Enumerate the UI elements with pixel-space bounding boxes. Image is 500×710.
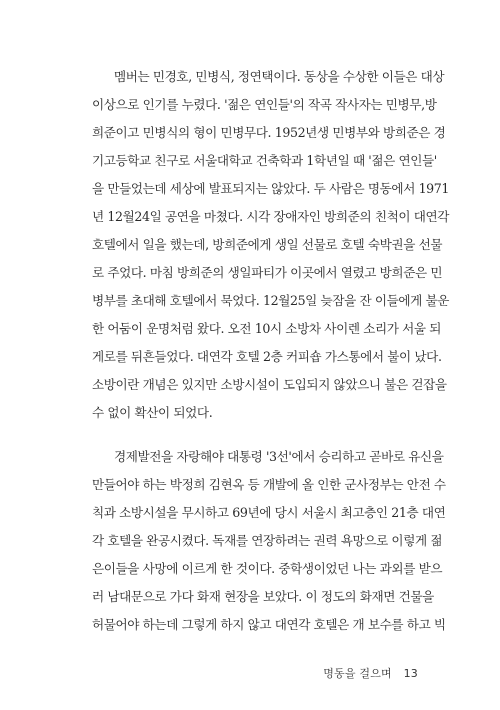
running-title: 명동을 걸으며 bbox=[323, 667, 392, 680]
text-line: 병부를 초대해 호텔에서 묵었다. 12월25일 늦잠을 잔 이들에게 불운 bbox=[92, 293, 450, 308]
paragraph-2 bbox=[92, 443, 446, 639]
page-number: 13 bbox=[403, 667, 418, 680]
text-line: 만들어야 하는 박정희 김현옥 등 개발에 올 인한 군사정부는 안전 수 bbox=[92, 477, 446, 492]
text-line: 은이들을 사망에 이르게 한 것이다. 중학생이었던 나는 과외를 받으 bbox=[92, 561, 443, 576]
text-line: 허물어야 하는데 그렇게 하지 않고 대연각 호텔은 개 보수를 하고 빅 bbox=[92, 617, 446, 632]
text-line: 희준이고 민병식의 형이 민병무다. 1952년생 민병부와 방희준은 경 bbox=[92, 125, 446, 140]
text-line: 한 어둠이 운명처럼 왔다. 오전 10시 소방차 사이렌 소리가 서울 되 bbox=[92, 321, 441, 336]
text-line: 멤버는 민경호, 민병식, 정연택이다. 동상을 수상한 이들은 대상 bbox=[114, 69, 445, 84]
text-line: 경제발전을 자랑해야 대통령 '3선'에서 승리하고 곧바로 유신을 bbox=[114, 449, 444, 464]
text-line: 게로를 뒤흔들었다. 대연각 호텔 2층 커피숍 가스통에서 불이 났다. bbox=[92, 349, 442, 364]
text-line: 이상으로 인기를 누렸다. '젊은 연인들'의 작곡 작사자는 민병무,방 bbox=[92, 97, 437, 112]
text-line: 로 주었다. 마침 방희준의 생일파티가 이곳에서 열렸고 방희준은 민 bbox=[92, 265, 443, 280]
page-footer bbox=[323, 665, 418, 681]
text-line: 을 만들었는데 세상에 발표되지는 않았다. 두 사람은 명동에서 1971 bbox=[92, 181, 450, 196]
text-line: 각 호텔을 완공시켰다. 독재를 연장하려는 권력 욕망으로 이렇게 젊 bbox=[92, 533, 443, 548]
paragraph-1 bbox=[92, 63, 450, 427]
text-line: 소방이란 개념은 있지만 소방시설이 도입되지 않았으니 불은 걷잡을 bbox=[92, 377, 447, 392]
text-line: 수 없이 확산이 되었다. bbox=[92, 405, 213, 420]
text-line: 호텔에서 일을 했는데, 방희준에게 생일 선물로 호텔 숙박권을 선물 bbox=[92, 237, 443, 252]
text-line: 기고등학교 친구로 서울대학교 건축학과 1학년일 때 '젊은 연인들' bbox=[92, 153, 437, 168]
text-line: 러 남대문으로 가다 화재 현장을 보았다. 이 정도의 화재면 건물을 bbox=[92, 589, 434, 604]
text-line: 칙과 소방시설을 무시하고 69년에 당시 서울시 최고층인 21층 대연 bbox=[92, 505, 446, 520]
text-line: 년 12월24일 공연을 마쳤다. 시각 장애자인 방희준의 친척이 대연각 bbox=[92, 209, 450, 224]
